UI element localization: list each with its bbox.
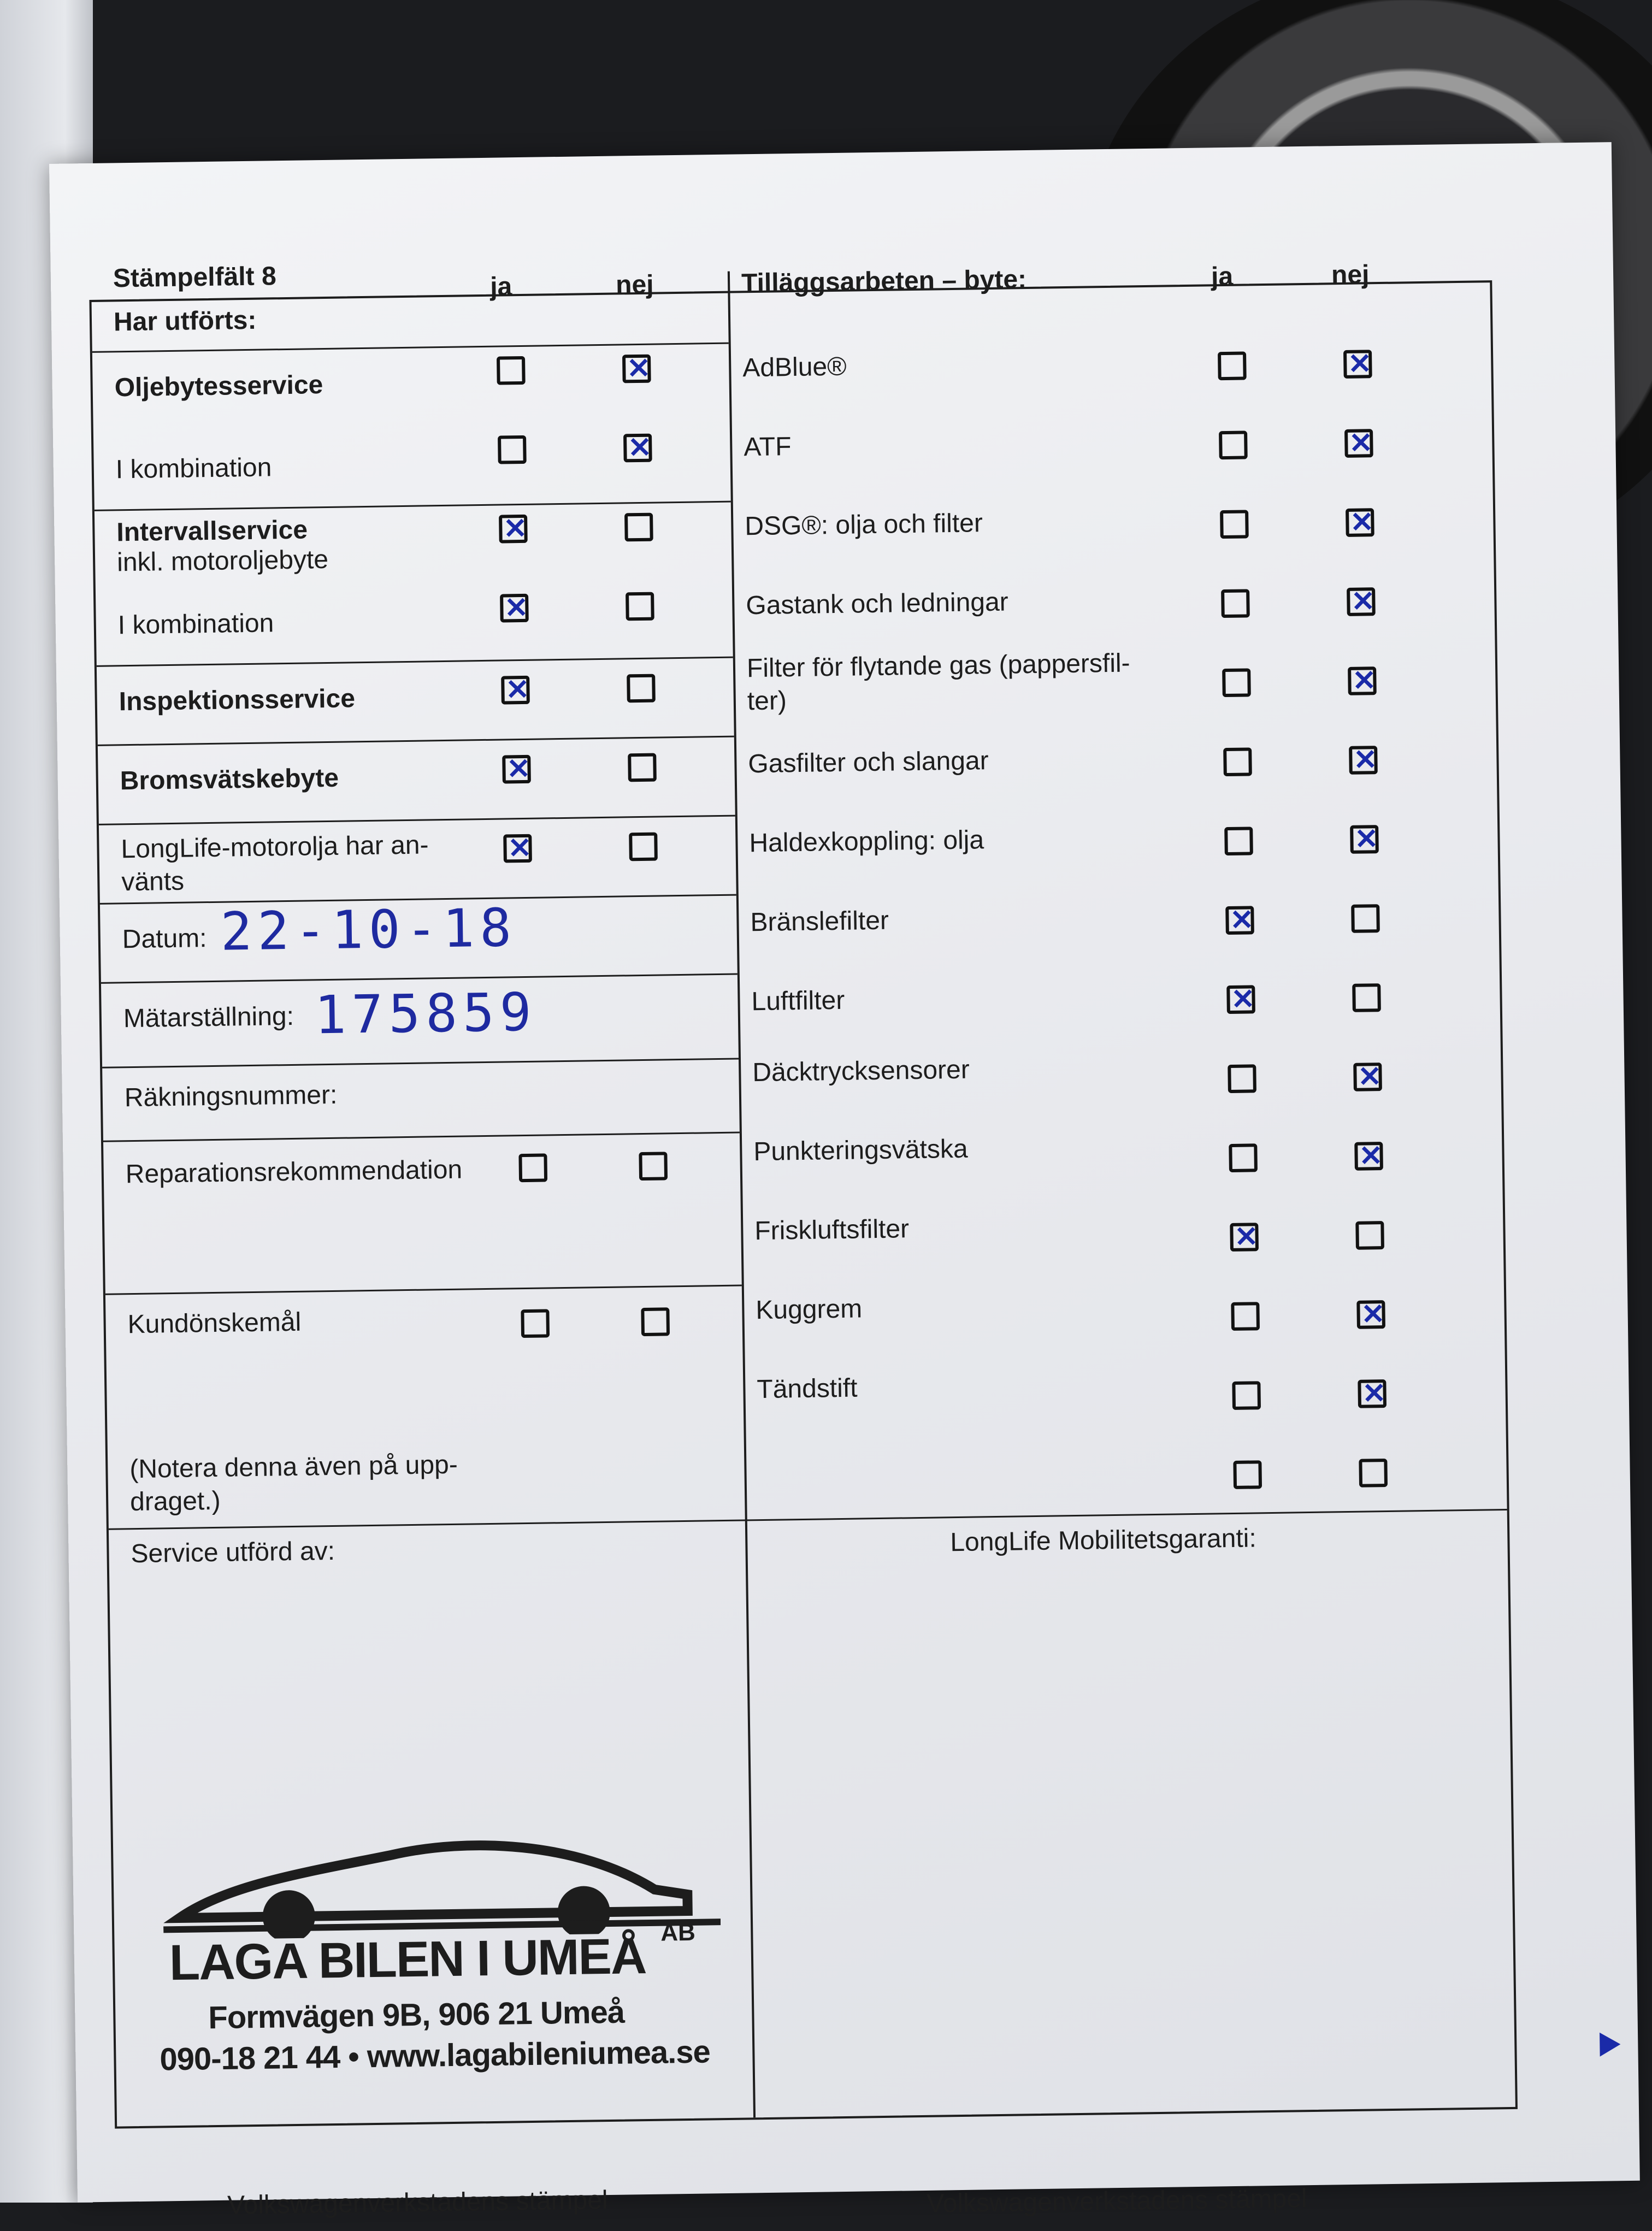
item-label: Haldexkoppling: olja bbox=[749, 825, 984, 858]
checkbox-ja[interactable] bbox=[502, 755, 531, 784]
notera-line2: draget.) bbox=[129, 1486, 221, 1517]
checkbox-nej[interactable] bbox=[1344, 429, 1373, 458]
checkbox-ja[interactable] bbox=[1222, 668, 1251, 697]
checkbox-ja[interactable] bbox=[1228, 1064, 1256, 1093]
checkbox-nej[interactable] bbox=[1349, 746, 1378, 775]
service-book-page bbox=[49, 142, 1640, 2220]
left-nej-header: nej bbox=[615, 270, 654, 300]
checkbox-ja[interactable] bbox=[1229, 1143, 1258, 1172]
checkbox-ja[interactable] bbox=[497, 356, 526, 385]
item-label: Gastank och ledningar bbox=[746, 587, 1009, 621]
service-utford-label: Service utförd av: bbox=[131, 1536, 335, 1569]
divider bbox=[98, 736, 734, 746]
row-label: Bromsvätskebyte bbox=[120, 763, 339, 796]
checkbox-nej[interactable] bbox=[1359, 1459, 1388, 1488]
checkbox-ja[interactable] bbox=[518, 1153, 547, 1182]
kund-label: Kundönskemål bbox=[127, 1307, 302, 1339]
item-label: DSG®: olja och filter bbox=[745, 509, 983, 541]
checkbox-nej[interactable] bbox=[624, 513, 653, 542]
checkbox-ja[interactable] bbox=[498, 435, 527, 464]
right-stamp-label: Volkswagenverkstadens stämpel bbox=[926, 2184, 1307, 2218]
checkbox-nej[interactable] bbox=[1343, 350, 1372, 379]
divider bbox=[92, 343, 729, 353]
checkbox-ja[interactable] bbox=[501, 676, 530, 705]
divider bbox=[101, 973, 738, 984]
checkbox-nej[interactable] bbox=[1354, 1142, 1383, 1171]
checkbox-nej[interactable] bbox=[1346, 508, 1374, 537]
divider bbox=[99, 815, 735, 825]
left-ja-header: ja bbox=[489, 272, 512, 302]
checkbox-ja[interactable] bbox=[521, 1309, 550, 1338]
item-label: AdBlue® bbox=[742, 352, 847, 383]
right-nej-header: nej bbox=[1331, 260, 1370, 290]
divider bbox=[109, 1509, 1507, 1530]
checkbox-ja[interactable] bbox=[1219, 430, 1248, 459]
checkbox-ja[interactable] bbox=[1220, 510, 1249, 539]
checkbox-nej[interactable] bbox=[623, 434, 652, 463]
column-divider bbox=[728, 272, 756, 2118]
matar-value[interactable]: 175859 bbox=[314, 981, 538, 1046]
stamp-company-name: LAGA BILEN I UMEÅ bbox=[169, 1928, 646, 1991]
form-title: Stämpelfält 8 bbox=[113, 262, 277, 293]
checkbox-nej[interactable] bbox=[629, 833, 658, 861]
checkbox-ja[interactable] bbox=[1221, 589, 1250, 618]
checkbox-ja[interactable] bbox=[1226, 985, 1255, 1014]
checkbox-nej[interactable] bbox=[1353, 1063, 1382, 1091]
checkbox-ja[interactable] bbox=[499, 515, 528, 544]
datum-label: Datum: bbox=[122, 924, 207, 954]
stamp-form bbox=[89, 260, 1517, 2220]
item-label: Kuggrem bbox=[756, 1294, 863, 1325]
checkbox-nej[interactable] bbox=[627, 674, 656, 703]
divider bbox=[105, 1284, 742, 1295]
checkbox-nej[interactable] bbox=[1350, 825, 1379, 854]
mobilitet-label: LongLife Mobilitetsgaranti: bbox=[950, 1524, 1257, 1557]
section-har-utforts: Har utförts: bbox=[113, 305, 257, 337]
right-title: Tilläggsarbeten – byte: bbox=[741, 265, 1027, 298]
checkbox-nej[interactable] bbox=[639, 1152, 668, 1181]
checkbox-nej[interactable] bbox=[1348, 666, 1377, 695]
checkbox-ja[interactable] bbox=[503, 834, 532, 863]
row-label: I kombination bbox=[117, 609, 274, 640]
item-label: Luftfilter bbox=[751, 985, 845, 1017]
car-logo bbox=[162, 1828, 721, 1940]
checkbox-ja[interactable] bbox=[1231, 1302, 1260, 1331]
checkbox-nej[interactable] bbox=[626, 592, 654, 621]
item-label: Punkteringsvätska bbox=[753, 1134, 968, 1167]
stamp-contact: 090-18 21 44 • www.lagabileniumea.se bbox=[160, 2034, 711, 2077]
checkbox-nej[interactable] bbox=[622, 355, 651, 383]
checkbox-ja[interactable] bbox=[500, 594, 529, 623]
checkbox-nej[interactable] bbox=[1351, 904, 1380, 933]
item-label: ATF bbox=[743, 432, 792, 462]
checkbox-nej[interactable] bbox=[1358, 1379, 1386, 1408]
checkbox-ja[interactable] bbox=[1225, 906, 1254, 935]
checkbox-nej[interactable] bbox=[1356, 1300, 1385, 1329]
datum-value[interactable]: 22-10-18 bbox=[220, 897, 517, 963]
checkbox-ja[interactable] bbox=[1223, 747, 1252, 776]
row-label: I kombination bbox=[115, 453, 272, 485]
item-label: Tändstift bbox=[757, 1373, 858, 1404]
row-sublabel: vänts bbox=[121, 866, 185, 897]
item-label: Bränslefilter bbox=[750, 906, 889, 937]
checkbox-nej[interactable] bbox=[1355, 1221, 1384, 1250]
checkbox-nej[interactable] bbox=[1352, 983, 1381, 1012]
divider bbox=[97, 657, 733, 667]
divider bbox=[103, 1132, 740, 1142]
row-label: Intervallservice bbox=[116, 515, 308, 547]
checkbox-ja[interactable] bbox=[1218, 351, 1247, 380]
reparation-label: Reparationsrekommendation bbox=[125, 1155, 463, 1189]
rakning-label: Räkningsnummer: bbox=[124, 1080, 338, 1113]
checkbox-ja[interactable] bbox=[1233, 1460, 1262, 1489]
divider bbox=[102, 1058, 739, 1069]
stamp-company-suffix: AB bbox=[660, 1919, 696, 1946]
checkbox-ja[interactable] bbox=[1224, 827, 1253, 855]
row-label: Oljebytesservice bbox=[114, 370, 323, 403]
item-label: Gasfilter och slangar bbox=[748, 746, 989, 779]
matar-label: Mätarställning: bbox=[123, 1001, 294, 1034]
checkbox-nej[interactable] bbox=[641, 1307, 670, 1336]
divider bbox=[95, 501, 731, 511]
checkbox-nej[interactable] bbox=[628, 753, 657, 782]
item-label: Friskluftsfilter bbox=[754, 1214, 910, 1246]
stamp-address: Formvägen 9B, 906 21 Umeå bbox=[208, 1994, 625, 2036]
checkbox-ja[interactable] bbox=[1230, 1223, 1259, 1252]
checkbox-ja[interactable] bbox=[1232, 1381, 1261, 1410]
checkbox-nej[interactable] bbox=[1347, 587, 1376, 616]
left-stamp-label: Volkswagenverkstadens stämpel bbox=[227, 2186, 608, 2220]
row-label: LongLife-motorolja har an- bbox=[121, 830, 429, 864]
item-sublabel: ter) bbox=[747, 686, 787, 716]
notera-line1: (Notera denna även på upp- bbox=[129, 1450, 458, 1484]
row-label: Inspektionsservice bbox=[119, 684, 356, 717]
next-page-arrow-icon[interactable] bbox=[1600, 2032, 1621, 2057]
item-label: Däcktrycksensorer bbox=[752, 1055, 970, 1088]
right-ja-header: ja bbox=[1211, 262, 1234, 292]
item-label: Filter för flytande gas (pappersfil- bbox=[746, 648, 1130, 683]
row-sublabel: inkl. motoroljebyte bbox=[116, 545, 329, 577]
